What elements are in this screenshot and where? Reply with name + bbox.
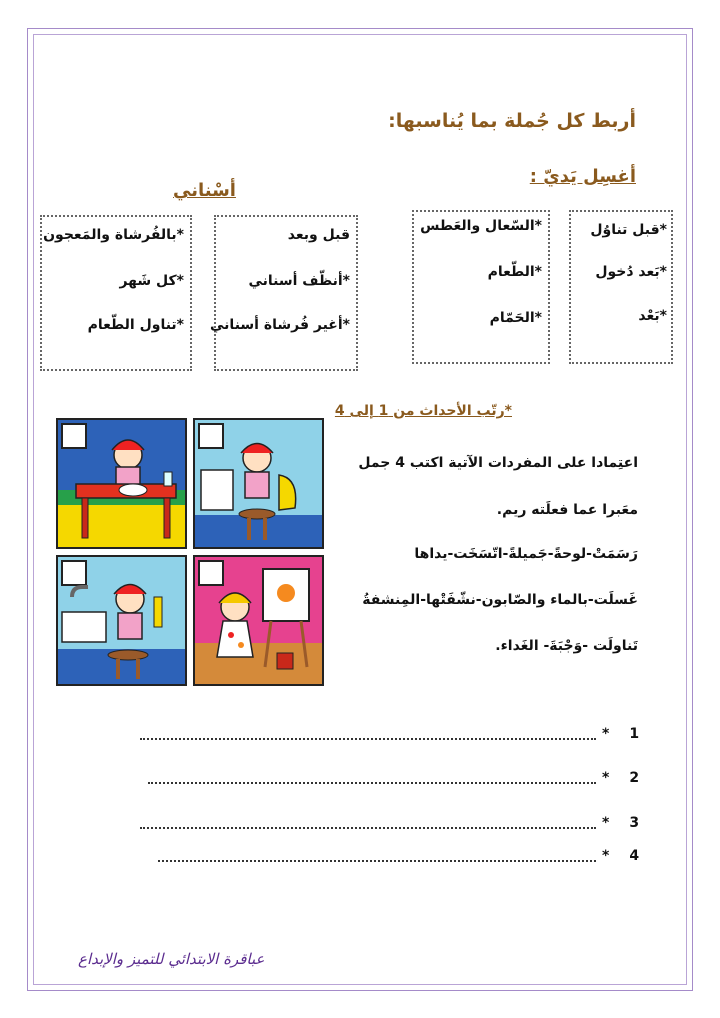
answer-line-2-star: * [602,770,610,786]
footer-signature: عباقرة الابتدائي للتميز والإبداع [78,950,265,968]
answer-line-1-star: * [602,726,610,742]
hands-right-item-1: *قبل تناوُل [590,222,667,238]
answer-line-4 [158,848,639,864]
teeth-left-item-2: *كل شَهر [119,273,184,289]
answer-line-1 [140,726,639,742]
teeth-left-item-3: *تناول الطّعام [87,317,184,333]
hands-right-item-3: *بَعْد [638,308,667,324]
picture-painting [193,555,324,686]
teeth-box-right [210,215,358,371]
answer-line-2 [148,770,639,786]
main-instruction: أربط كل جُملة بما يُناسبها: [388,110,636,132]
ordering-paragraph-line-2: معَبرا عما فعلَته ريم. [496,502,638,518]
picture-washing-hands [56,555,187,686]
hands-section-title: أغسِل يَديّ : [529,166,636,187]
ordering-paragraph-line-5: تَناولَت -وَجْبَةَ- الغَداء. [495,638,638,654]
teeth-left-item-1: *بالفُرشاة والمَعجون [43,227,184,243]
ordering-paragraph-line-4: غَسلَت-بالماء والصّابون-نشّفَتْها-المِنشفةُ [362,592,638,608]
answer-line-2-dots[interactable] [148,772,596,784]
ordering-title: *رتّب الأحداث من 1 إلى 4 [334,403,512,419]
picture-drying-hands [193,418,324,549]
answer-line-1-number: 1 [629,726,640,742]
teeth-box-left [40,215,192,371]
answer-line-3-dots[interactable] [140,817,596,829]
answer-line-2-number: 2 [629,770,640,786]
hands-left-item-2: *الطّعام [487,264,542,280]
ordering-paragraph-line-3: رَسَمَتْ-لوحةً-جَميلةً-اتّسَخَت-يداها [414,546,638,562]
ordering-paragraph-line-1: اعتِمادا على المفردات الآتية اكتب 4 جمل [358,455,638,471]
answer-line-3 [140,815,639,831]
hands-box-left [412,210,550,364]
teeth-section-title: أسْناني [173,180,236,201]
teeth-right-item-1: قبل وبعد [287,227,350,243]
hands-left-item-1: *السّعال والعَطس [420,218,542,234]
teeth-right-item-2: *أنظّف أسناني [248,273,350,289]
hands-left-item-3: *الحَمّام [489,310,542,326]
picture-eating [56,418,187,549]
teeth-right-item-3: *أغير فُرشاة أسناني [210,317,350,333]
answer-line-1-dots[interactable] [140,728,596,740]
hands-box-right [569,210,673,364]
hands-right-item-2: *بَعد دُخول [595,264,667,280]
answer-line-3-number: 3 [629,815,640,831]
answer-line-4-star: * [602,848,610,864]
answer-line-4-number: 4 [629,848,640,864]
answer-line-4-dots[interactable] [158,850,596,862]
answer-line-3-star: * [602,815,610,831]
sequence-pictures [56,418,326,686]
